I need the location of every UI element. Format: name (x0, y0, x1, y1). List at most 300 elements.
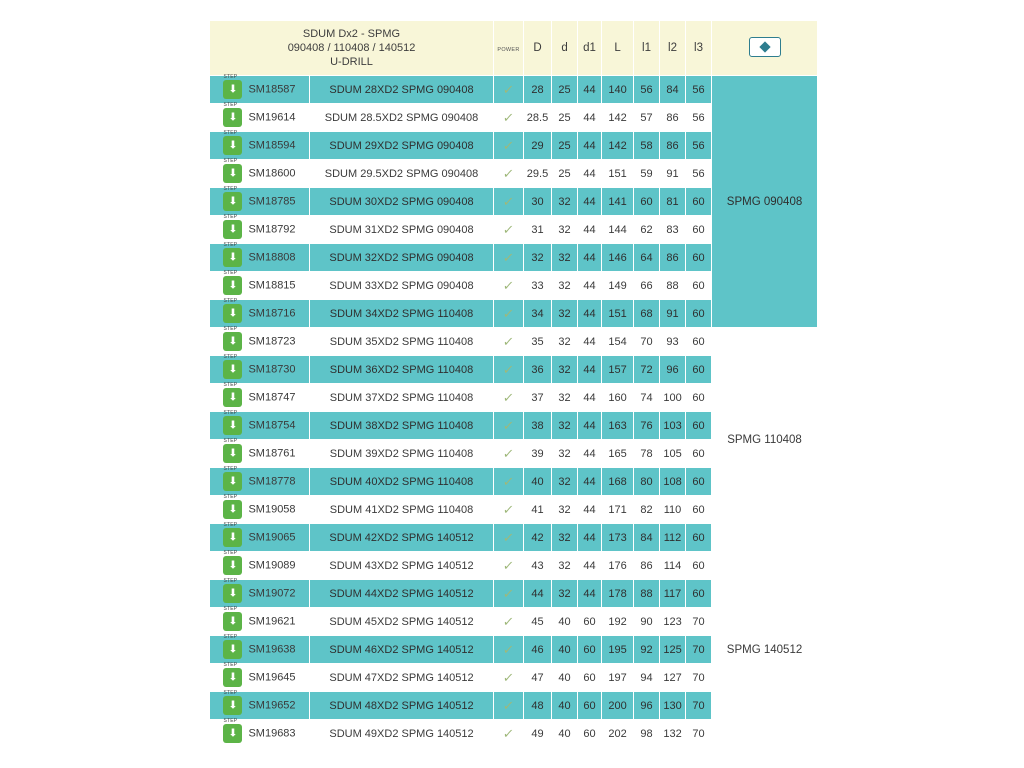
product-description-cell: SDUM 28XD2 SPMG 090408 (310, 76, 494, 104)
step-download-icon[interactable] (223, 522, 242, 547)
dimension-d1-cell: 44 (578, 160, 602, 188)
dimension-D-cell: 49 (524, 720, 552, 748)
power-check-cell (494, 664, 524, 692)
dimension-l1-cell: 88 (634, 580, 660, 608)
dimension-L-cell: 149 (602, 272, 634, 300)
dimension-d1-cell: 44 (578, 468, 602, 496)
dimension-l1-cell: 90 (634, 608, 660, 636)
dimension-L-cell: 176 (602, 552, 634, 580)
product-description-cell: SDUM 42XD2 SPMG 140512 (310, 524, 494, 552)
product-description-cell: SDUM 31XD2 SPMG 090408 (310, 216, 494, 244)
dimension-l1-cell: 64 (634, 244, 660, 272)
download-arrow-icon: ⬇ (228, 419, 238, 431)
dimension-d-cell: 32 (552, 384, 578, 412)
product-code-cell (210, 104, 310, 132)
dimension-L-cell: 197 (602, 664, 634, 692)
dimension-L-cell: 160 (602, 384, 634, 412)
dimension-L-cell: 173 (602, 524, 634, 552)
dimension-l2-cell: 110 (660, 496, 686, 524)
dimension-d-cell: 32 (552, 552, 578, 580)
download-arrow-icon: ⬇ (228, 307, 238, 319)
step-download-icon[interactable] (223, 186, 242, 211)
dimension-d1-cell: 44 (578, 328, 602, 356)
product-code-text: SM18792 (248, 223, 296, 236)
step-download-icon[interactable] (223, 354, 242, 379)
dimension-d-cell: 25 (552, 160, 578, 188)
dimension-l2-cell: 86 (660, 104, 686, 132)
step-label: STEP (223, 410, 238, 416)
power-check-cell (494, 580, 524, 608)
dimension-l1-cell: 94 (634, 664, 660, 692)
dimension-D-cell: 28.5 (524, 104, 552, 132)
dimension-l3-cell: 56 (686, 104, 712, 132)
step-label: STEP (223, 214, 238, 220)
dimension-d1-cell: 44 (578, 440, 602, 468)
download-arrow-icon: ⬇ (228, 139, 238, 151)
product-description-cell: SDUM 38XD2 SPMG 110408 (310, 412, 494, 440)
product-code-cell (210, 468, 310, 496)
check-icon: ✓ (502, 81, 516, 97)
product-code-cell (210, 580, 310, 608)
dimension-d-cell: 32 (552, 496, 578, 524)
step-download-icon[interactable] (223, 158, 242, 183)
step-download-icon[interactable] (223, 214, 242, 239)
product-code-cell (210, 692, 310, 720)
step-label: STEP (223, 522, 238, 528)
dimension-D-cell: 32 (524, 244, 552, 272)
product-code-text: SM18587 (248, 83, 296, 96)
download-arrow-icon: ⬇ (228, 503, 238, 515)
step-download-icon[interactable] (223, 690, 242, 715)
step-download-icon[interactable] (223, 466, 242, 491)
download-arrow-icon: ⬇ (228, 615, 238, 627)
dimension-l3-cell: 60 (686, 524, 712, 552)
dimension-d-cell: 32 (552, 216, 578, 244)
product-code-cell (210, 524, 310, 552)
product-code-text: SM18723 (248, 335, 296, 348)
dimension-L-cell: 144 (602, 216, 634, 244)
dimension-D-cell: 29 (524, 132, 552, 160)
product-description-cell: SDUM 37XD2 SPMG 110408 (310, 384, 494, 412)
dimension-l1-cell: 70 (634, 328, 660, 356)
check-icon: ✓ (502, 361, 516, 377)
dimension-l3-cell: 56 (686, 160, 712, 188)
download-arrow-icon: ⬇ (228, 363, 238, 375)
product-code-text: SM19638 (248, 643, 296, 656)
dimension-l2-cell: 93 (660, 328, 686, 356)
step-download-icon[interactable] (223, 410, 242, 435)
dimension-l3-cell: 70 (686, 636, 712, 664)
product-code-cell (210, 160, 310, 188)
step-label: STEP (223, 74, 238, 80)
step-download-icon[interactable] (223, 102, 242, 127)
dimension-l2-cell: 96 (660, 356, 686, 384)
dimension-D-cell: 44 (524, 580, 552, 608)
dimension-D-cell: 37 (524, 384, 552, 412)
dimension-l3-cell: 60 (686, 300, 712, 328)
header-col-l2: l2 (660, 21, 686, 76)
download-arrow-icon: ⬇ (228, 167, 238, 179)
step-download-icon[interactable] (223, 494, 242, 519)
check-icon: ✓ (502, 697, 516, 713)
dimension-D-cell: 46 (524, 636, 552, 664)
product-description-cell: SDUM 29.5XD2 SPMG 090408 (310, 160, 494, 188)
header-col-L: L (602, 21, 634, 76)
power-check-cell (494, 636, 524, 664)
dimension-l1-cell: 72 (634, 356, 660, 384)
step-download-icon[interactable] (223, 606, 242, 631)
power-check-cell (494, 608, 524, 636)
product-description-cell: SDUM 33XD2 SPMG 090408 (310, 272, 494, 300)
product-description-cell: SDUM 45XD2 SPMG 140512 (310, 608, 494, 636)
product-code-cell (210, 412, 310, 440)
download-arrow-icon: ⬇ (228, 279, 238, 291)
dimension-l1-cell: 60 (634, 188, 660, 216)
power-check-cell (494, 328, 524, 356)
dimension-l3-cell: 60 (686, 328, 712, 356)
product-description-cell: SDUM 43XD2 SPMG 140512 (310, 552, 494, 580)
dimension-l1-cell: 62 (634, 216, 660, 244)
product-code-cell (210, 496, 310, 524)
dimension-l3-cell: 70 (686, 720, 712, 748)
spec-table (209, 20, 818, 748)
download-arrow-icon: ⬇ (228, 251, 238, 263)
insert-group-cell: SPMG 140512 (712, 552, 818, 748)
dimension-l3-cell: 60 (686, 580, 712, 608)
step-download-icon[interactable] (223, 326, 242, 351)
dimension-l2-cell: 105 (660, 440, 686, 468)
step-label: STEP (223, 158, 238, 164)
product-code-text: SM19621 (248, 615, 296, 628)
check-icon: ✓ (502, 221, 516, 237)
dimension-d-cell: 40 (552, 692, 578, 720)
dimension-l3-cell: 60 (686, 440, 712, 468)
step-label: STEP (223, 662, 238, 668)
table-row (210, 328, 818, 356)
product-code-text: SM19645 (248, 671, 296, 684)
brand-logo-cell (712, 21, 818, 76)
step-label: STEP (223, 550, 238, 556)
table-row (210, 76, 818, 104)
dimension-L-cell: 157 (602, 356, 634, 384)
product-code-text: SM18716 (248, 307, 296, 320)
dimension-d1-cell: 44 (578, 552, 602, 580)
power-check-cell (494, 692, 524, 720)
product-description-cell: SDUM 30XD2 SPMG 090408 (310, 188, 494, 216)
dimension-d-cell: 25 (552, 104, 578, 132)
dimension-L-cell: 171 (602, 496, 634, 524)
product-code-cell (210, 636, 310, 664)
dimension-l3-cell: 60 (686, 216, 712, 244)
product-code-cell (210, 244, 310, 272)
power-check-cell (494, 384, 524, 412)
product-code-text: SM18778 (248, 475, 296, 488)
step-download-icon[interactable] (223, 298, 242, 323)
product-code-text: SM19072 (248, 587, 296, 600)
check-icon: ✓ (502, 725, 516, 741)
header-title-line3: U-DRILL (330, 56, 373, 68)
dimension-d1-cell: 60 (578, 664, 602, 692)
diamond-brand-logo-icon (749, 37, 781, 57)
dimension-l1-cell: 86 (634, 552, 660, 580)
dimension-l2-cell: 117 (660, 580, 686, 608)
product-code-text: SM18600 (248, 167, 296, 180)
dimension-L-cell: 151 (602, 160, 634, 188)
download-arrow-icon: ⬇ (228, 671, 238, 683)
check-icon: ✓ (502, 333, 516, 349)
dimension-L-cell: 168 (602, 468, 634, 496)
product-code-cell (210, 76, 310, 104)
dimension-l3-cell: 60 (686, 356, 712, 384)
dimension-L-cell: 146 (602, 244, 634, 272)
dimension-l2-cell: 125 (660, 636, 686, 664)
product-code-text: SM19058 (248, 503, 296, 516)
product-code-cell (210, 720, 310, 748)
check-icon: ✓ (502, 445, 516, 461)
product-code-cell (210, 216, 310, 244)
product-code-cell (210, 664, 310, 692)
power-check-cell (494, 552, 524, 580)
dimension-d1-cell: 44 (578, 216, 602, 244)
dimension-l1-cell: 98 (634, 720, 660, 748)
dimension-L-cell: 151 (602, 300, 634, 328)
dimension-l2-cell: 132 (660, 720, 686, 748)
dimension-L-cell: 163 (602, 412, 634, 440)
product-code-cell (210, 188, 310, 216)
dimension-L-cell: 154 (602, 328, 634, 356)
product-code-cell (210, 608, 310, 636)
insert-group-cell: SPMG 110408 (712, 328, 818, 552)
check-icon: ✓ (502, 613, 516, 629)
check-icon: ✓ (502, 473, 516, 489)
product-code-cell (210, 328, 310, 356)
dimension-d1-cell: 44 (578, 104, 602, 132)
power-check-cell (494, 76, 524, 104)
table-body (210, 76, 818, 748)
download-arrow-icon: ⬇ (228, 223, 238, 235)
dimension-D-cell: 33 (524, 272, 552, 300)
check-icon: ✓ (502, 137, 516, 153)
step-download-icon[interactable] (223, 74, 242, 99)
check-icon: ✓ (502, 641, 516, 657)
header-title-line2: 090408 / 110408 / 140512 (287, 42, 416, 54)
dimension-l2-cell: 86 (660, 132, 686, 160)
dimension-D-cell: 43 (524, 552, 552, 580)
download-arrow-icon: ⬇ (228, 587, 238, 599)
header-title-line1: SDUM Dx2 - SPMG (302, 28, 401, 40)
dimension-d1-cell: 44 (578, 300, 602, 328)
dimension-l2-cell: 88 (660, 272, 686, 300)
spec-table-container (209, 20, 817, 748)
dimension-d1-cell: 44 (578, 188, 602, 216)
check-icon: ✓ (502, 501, 516, 517)
product-description-cell: SDUM 28.5XD2 SPMG 090408 (310, 104, 494, 132)
dimension-D-cell: 45 (524, 608, 552, 636)
dimension-l2-cell: 83 (660, 216, 686, 244)
dimension-d1-cell: 44 (578, 496, 602, 524)
download-arrow-icon: ⬇ (228, 335, 238, 347)
dimension-l1-cell: 58 (634, 132, 660, 160)
dimension-d-cell: 32 (552, 188, 578, 216)
dimension-l3-cell: 60 (686, 384, 712, 412)
download-arrow-icon: ⬇ (228, 531, 238, 543)
dimension-d1-cell: 44 (578, 412, 602, 440)
dimension-d-cell: 40 (552, 636, 578, 664)
dimension-d-cell: 32 (552, 272, 578, 300)
product-description-cell: SDUM 47XD2 SPMG 140512 (310, 664, 494, 692)
power-check-cell (494, 216, 524, 244)
check-icon: ✓ (502, 389, 516, 405)
download-arrow-icon: ⬇ (228, 699, 238, 711)
dimension-l2-cell: 103 (660, 412, 686, 440)
product-description-cell: SDUM 34XD2 SPMG 110408 (310, 300, 494, 328)
check-icon: ✓ (502, 417, 516, 433)
dimension-d1-cell: 60 (578, 692, 602, 720)
product-code-text: SM19652 (248, 699, 296, 712)
dimension-D-cell: 47 (524, 664, 552, 692)
step-label: STEP (223, 130, 238, 136)
table-row (210, 552, 818, 580)
step-download-icon[interactable] (223, 438, 242, 463)
product-description-cell: SDUM 36XD2 SPMG 110408 (310, 356, 494, 384)
header-col-l1: l1 (634, 21, 660, 76)
step-download-icon[interactable] (223, 662, 242, 687)
dimension-d-cell: 32 (552, 300, 578, 328)
dimension-l2-cell: 86 (660, 244, 686, 272)
power-check-cell (494, 720, 524, 748)
product-code-cell (210, 552, 310, 580)
dimension-d-cell: 32 (552, 524, 578, 552)
dimension-d-cell: 40 (552, 720, 578, 748)
dimension-D-cell: 30 (524, 188, 552, 216)
product-code-cell (210, 300, 310, 328)
dimension-d1-cell: 44 (578, 272, 602, 300)
dimension-l3-cell: 56 (686, 132, 712, 160)
product-description-cell: SDUM 41XD2 SPMG 110408 (310, 496, 494, 524)
dimension-L-cell: 142 (602, 104, 634, 132)
check-icon: ✓ (502, 529, 516, 545)
power-check-cell (494, 104, 524, 132)
download-arrow-icon: ⬇ (228, 643, 238, 655)
product-code-text: SM18754 (248, 419, 296, 432)
check-icon: ✓ (502, 249, 516, 265)
dimension-L-cell: 142 (602, 132, 634, 160)
download-arrow-icon: ⬇ (228, 83, 238, 95)
dimension-l3-cell: 60 (686, 468, 712, 496)
dimension-l1-cell: 57 (634, 104, 660, 132)
dimension-l1-cell: 76 (634, 412, 660, 440)
dimension-l1-cell: 84 (634, 524, 660, 552)
dimension-l2-cell: 114 (660, 552, 686, 580)
step-label: STEP (223, 718, 238, 724)
dimension-l1-cell: 82 (634, 496, 660, 524)
step-label: STEP (223, 438, 238, 444)
dimension-d-cell: 32 (552, 468, 578, 496)
product-code-cell (210, 384, 310, 412)
dimension-d1-cell: 60 (578, 636, 602, 664)
step-download-icon[interactable] (223, 130, 242, 155)
dimension-D-cell: 35 (524, 328, 552, 356)
dimension-d-cell: 25 (552, 132, 578, 160)
product-code-text: SM19089 (248, 559, 296, 572)
dimension-D-cell: 36 (524, 356, 552, 384)
product-description-cell: SDUM 39XD2 SPMG 110408 (310, 440, 494, 468)
dimension-l2-cell: 84 (660, 76, 686, 104)
dimension-d1-cell: 44 (578, 384, 602, 412)
dimension-L-cell: 202 (602, 720, 634, 748)
product-description-cell: SDUM 32XD2 SPMG 090408 (310, 244, 494, 272)
product-code-text: SM19683 (248, 727, 296, 740)
step-download-icon[interactable] (223, 382, 242, 407)
step-label: STEP (223, 382, 238, 388)
dimension-L-cell: 140 (602, 76, 634, 104)
dimension-L-cell: 141 (602, 188, 634, 216)
step-download-icon[interactable] (223, 242, 242, 267)
dimension-l2-cell: 108 (660, 468, 686, 496)
dimension-l2-cell: 127 (660, 664, 686, 692)
check-icon: ✓ (502, 165, 516, 181)
power-check-cell (494, 244, 524, 272)
dimension-d-cell: 25 (552, 76, 578, 104)
dimension-D-cell: 40 (524, 468, 552, 496)
dimension-l2-cell: 130 (660, 692, 686, 720)
step-label: STEP (223, 606, 238, 612)
product-code-text: SM18808 (248, 251, 296, 264)
product-description-cell: SDUM 29XD2 SPMG 090408 (310, 132, 494, 160)
dimension-l3-cell: 60 (686, 412, 712, 440)
check-icon: ✓ (502, 305, 516, 321)
power-check-cell (494, 440, 524, 468)
dimension-l3-cell: 70 (686, 692, 712, 720)
download-arrow-icon: ⬇ (228, 727, 238, 739)
dimension-d1-cell: 44 (578, 244, 602, 272)
dimension-d1-cell: 60 (578, 720, 602, 748)
dimension-L-cell: 192 (602, 608, 634, 636)
download-arrow-icon: ⬇ (228, 111, 238, 123)
header-col-D: D (524, 21, 552, 76)
dimension-l1-cell: 92 (634, 636, 660, 664)
product-code-text: SM18785 (248, 195, 296, 208)
dimension-l1-cell: 66 (634, 272, 660, 300)
dimension-d1-cell: 44 (578, 132, 602, 160)
power-check-cell (494, 188, 524, 216)
power-check-cell (494, 496, 524, 524)
step-download-icon[interactable] (223, 578, 242, 603)
dimension-l3-cell: 60 (686, 496, 712, 524)
product-description-cell: SDUM 40XD2 SPMG 110408 (310, 468, 494, 496)
dimension-l3-cell: 60 (686, 244, 712, 272)
step-download-icon[interactable] (223, 270, 242, 295)
product-code-text: SM18747 (248, 391, 296, 404)
dimension-L-cell: 165 (602, 440, 634, 468)
step-download-icon[interactable] (223, 718, 242, 743)
dimension-D-cell: 38 (524, 412, 552, 440)
check-icon: ✓ (502, 669, 516, 685)
step-download-icon[interactable] (223, 550, 242, 575)
power-check-cell (494, 524, 524, 552)
header-col-l3: l3 (686, 21, 712, 76)
step-label: STEP (223, 102, 238, 108)
dimension-d1-cell: 44 (578, 580, 602, 608)
download-arrow-icon: ⬇ (228, 559, 238, 571)
product-code-text: SM18594 (248, 139, 296, 152)
power-check-cell (494, 468, 524, 496)
check-icon: ✓ (502, 109, 516, 125)
dimension-D-cell: 39 (524, 440, 552, 468)
dimension-L-cell: 178 (602, 580, 634, 608)
dimension-D-cell: 48 (524, 692, 552, 720)
step-download-icon[interactable] (223, 634, 242, 659)
